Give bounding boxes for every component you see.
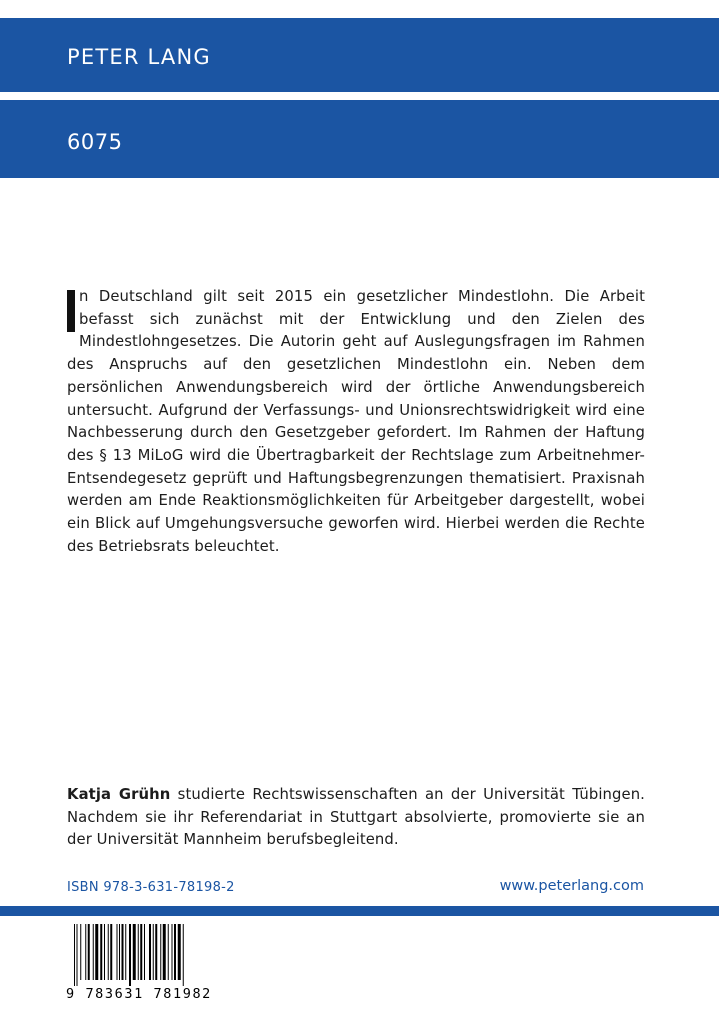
barcode-bar xyxy=(122,924,124,980)
author-name: Katja Grühn xyxy=(67,786,171,803)
barcode-bar xyxy=(168,924,169,980)
author-bio-block xyxy=(67,784,645,852)
barcode-digits: 9 783631 781982 xyxy=(66,986,212,1002)
barcode-bar xyxy=(183,924,184,986)
barcode-bar xyxy=(110,924,112,980)
barcode-bar xyxy=(160,924,161,980)
abstract-text: n Deutschland gilt seit 2015 ein gesetzlicher Mindestlohn. Die Arbeit befasst sich zunächst mit der Entwicklung und den Zielen des Mindestlohngesetzes. Die Autorin geht auf Auslegungsfragen im Rahmen des Anspruchs auf den gesetzlichen Mindestlohn ein. Neben dem persönlichen Anwendungsbereich wird der örtliche Anwendungsbereich untersucht. Aufgrund der Verfassungs- und Unionsrechtswidrigkeit wird eine Nachbesserung durch den Gesetzgeber gefordert. Im Rahmen der Haftung des § 13 MiLoG wird die Übertragbarkeit der Rechtslage zum Arbeitnehmer-Entsendegesetz geprüft und Haftungsbegrenzungen thematisiert. Praxisnah werden am Ende Reaktionsmöglichkeiten für Arbeitgeber dargestellt, wobei ein Blick auf Umgehungsversuche geworfen wird. Hierbei werden die Rechte des Betriebsrats beleuchtet. xyxy=(67,288,645,555)
barcode-bar xyxy=(108,924,109,980)
barcode-bar xyxy=(129,924,131,986)
barcode-bar xyxy=(88,924,90,980)
barcode-bar xyxy=(93,924,94,980)
abstract-text-block xyxy=(67,286,645,558)
barcode-bar xyxy=(138,924,139,980)
barcode-bar xyxy=(85,924,86,980)
barcode-bar xyxy=(80,924,81,980)
series-number: 6075 xyxy=(67,130,123,154)
isbn-label: ISBN 978-3-631-78198-2 xyxy=(67,880,235,895)
barcode-bar xyxy=(77,924,78,986)
publisher-name: PETER LANG xyxy=(67,45,211,69)
barcode-bar xyxy=(163,924,166,980)
drop-cap-i xyxy=(67,290,75,332)
barcode xyxy=(62,924,224,1006)
barcode-bar xyxy=(133,924,136,980)
barcode-bar xyxy=(174,924,176,980)
barcode-bar xyxy=(144,924,145,980)
barcode-bars xyxy=(62,924,224,986)
barcode-bar xyxy=(140,924,142,980)
barcode-bar xyxy=(119,924,120,980)
barcode-bar xyxy=(74,924,75,986)
author-bio: studierte Rechtswissenschaften an der Universität Tübingen. Nachdem sie ihr Referendariat in Stuttgart absolvierte, promovierte sie an der Universität Mannheim berufsbegleitend. xyxy=(67,786,645,849)
barcode-bar xyxy=(172,924,173,980)
barcode-bar xyxy=(100,924,102,980)
barcode-bar xyxy=(149,924,151,980)
barcode-bar xyxy=(104,924,105,980)
website-link[interactable]: www.peterlang.com xyxy=(499,878,644,894)
barcode-bar xyxy=(155,924,157,980)
bottom-band xyxy=(0,906,719,916)
barcode-bar xyxy=(178,924,181,980)
barcode-bar xyxy=(125,924,126,980)
barcode-bar xyxy=(95,924,98,980)
barcode-bar xyxy=(117,924,118,980)
barcode-bar xyxy=(153,924,154,980)
